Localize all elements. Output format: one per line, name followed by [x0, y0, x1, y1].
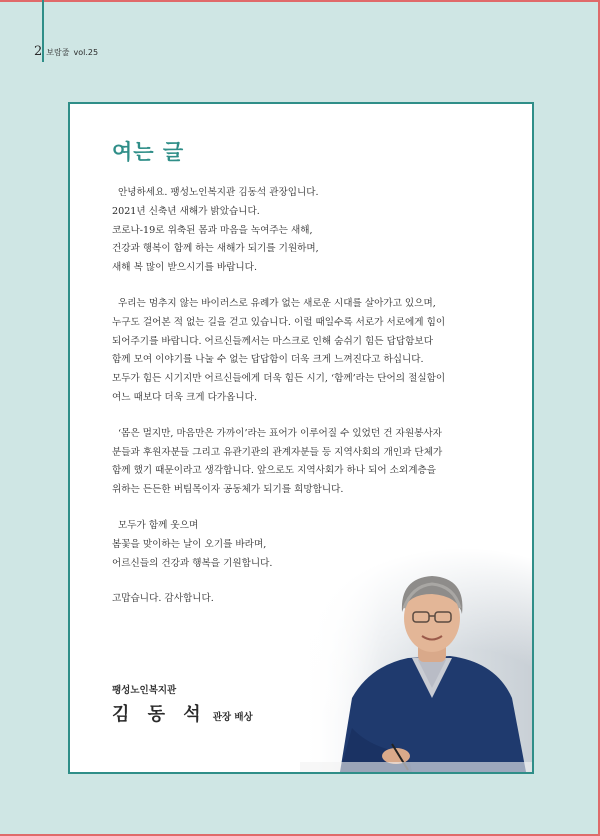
publication-volume: vol.25	[73, 48, 99, 57]
paragraph-pandemic	[112, 295, 502, 408]
publication-title: 보람줄	[46, 48, 70, 57]
text-line: 모두가 함께 웃으며	[118, 519, 199, 531]
text-line: 고맙습니다. 감사합니다.	[112, 593, 214, 605]
text-line: 건강과 행복이 함께 하는 새해가 되기를 기원하며,	[112, 243, 319, 255]
text-line: 코로나-19로 위축된 몸과 마음을 녹여주는 새해,	[112, 224, 313, 236]
article-heading: 여는 글	[112, 139, 185, 164]
text-line: ‘몸은 멀지만, 마음만은 가까이’라는 표어가 이루어질 수 있었던 건 자원봉사자	[118, 427, 442, 439]
text-line: 함께 했기 때문이라고 생각합니다. 앞으로도 지역사회가 하나 되어 소외계층을	[112, 465, 437, 477]
page-header	[34, 44, 98, 59]
paragraph-greeting	[112, 184, 502, 278]
text-line: 우리는 멈추지 않는 바이러스로 유례가 없는 새로운 시대를 살아가고 있으며,	[118, 297, 436, 309]
article-card	[68, 102, 534, 774]
frame-top-border	[0, 0, 600, 2]
text-line: 분들과 후원자분들 그리고 유관기관의 관계자분들 등 지역사회의 개인과 단체가	[112, 446, 443, 458]
text-line: 어르신들의 건강과 행복을 기원합니다.	[112, 557, 273, 569]
signature-name: 김 동 석	[112, 704, 207, 725]
text-line: 여느 때보다 더욱 크게 다가옵니다.	[112, 391, 257, 403]
text-line: 새해 복 많이 받으시기를 바랍니다.	[112, 262, 257, 274]
page-number: 2	[34, 44, 43, 59]
director-portrait-photo	[300, 548, 532, 772]
text-line: 모두가 힘든 시기지만 어르신들에게 더욱 힘든 시기, ‘함께’라는 단어의 절실함이	[112, 373, 446, 385]
text-line: 2021년 신축년 새해가 밝았습니다.	[112, 205, 260, 217]
signature	[112, 700, 253, 726]
text-line: 안녕하세요. 팽성노인복지관 김동석 관장입니다.	[118, 187, 319, 198]
text-line: 위하는 든든한 버팀목이자 공동체가 되기를 희망합니다.	[112, 484, 344, 496]
paragraph-thanks-volunteers	[112, 425, 502, 500]
text-line: 봄꽃을 맞이하는 날이 오기를 바라며,	[112, 538, 267, 550]
text-line: 누구도 걸어본 적 없는 길을 걷고 있습니다. 이럴 때일수록 서로가 서로에게 힘이	[112, 316, 446, 328]
text-line: 함께 모여 이야기를 나눌 수 없는 답답함이 더욱 크게 느껴진다고 하십니다.	[112, 354, 424, 366]
signature-organization: 팽성노인복지관	[112, 685, 177, 696]
signature-title: 관장 배상	[212, 712, 253, 723]
text-line: 되어주기를 바랍니다. 어르신들께서는 마스크로 인해 숨쉬기 힘든 답답함보다	[112, 335, 433, 347]
